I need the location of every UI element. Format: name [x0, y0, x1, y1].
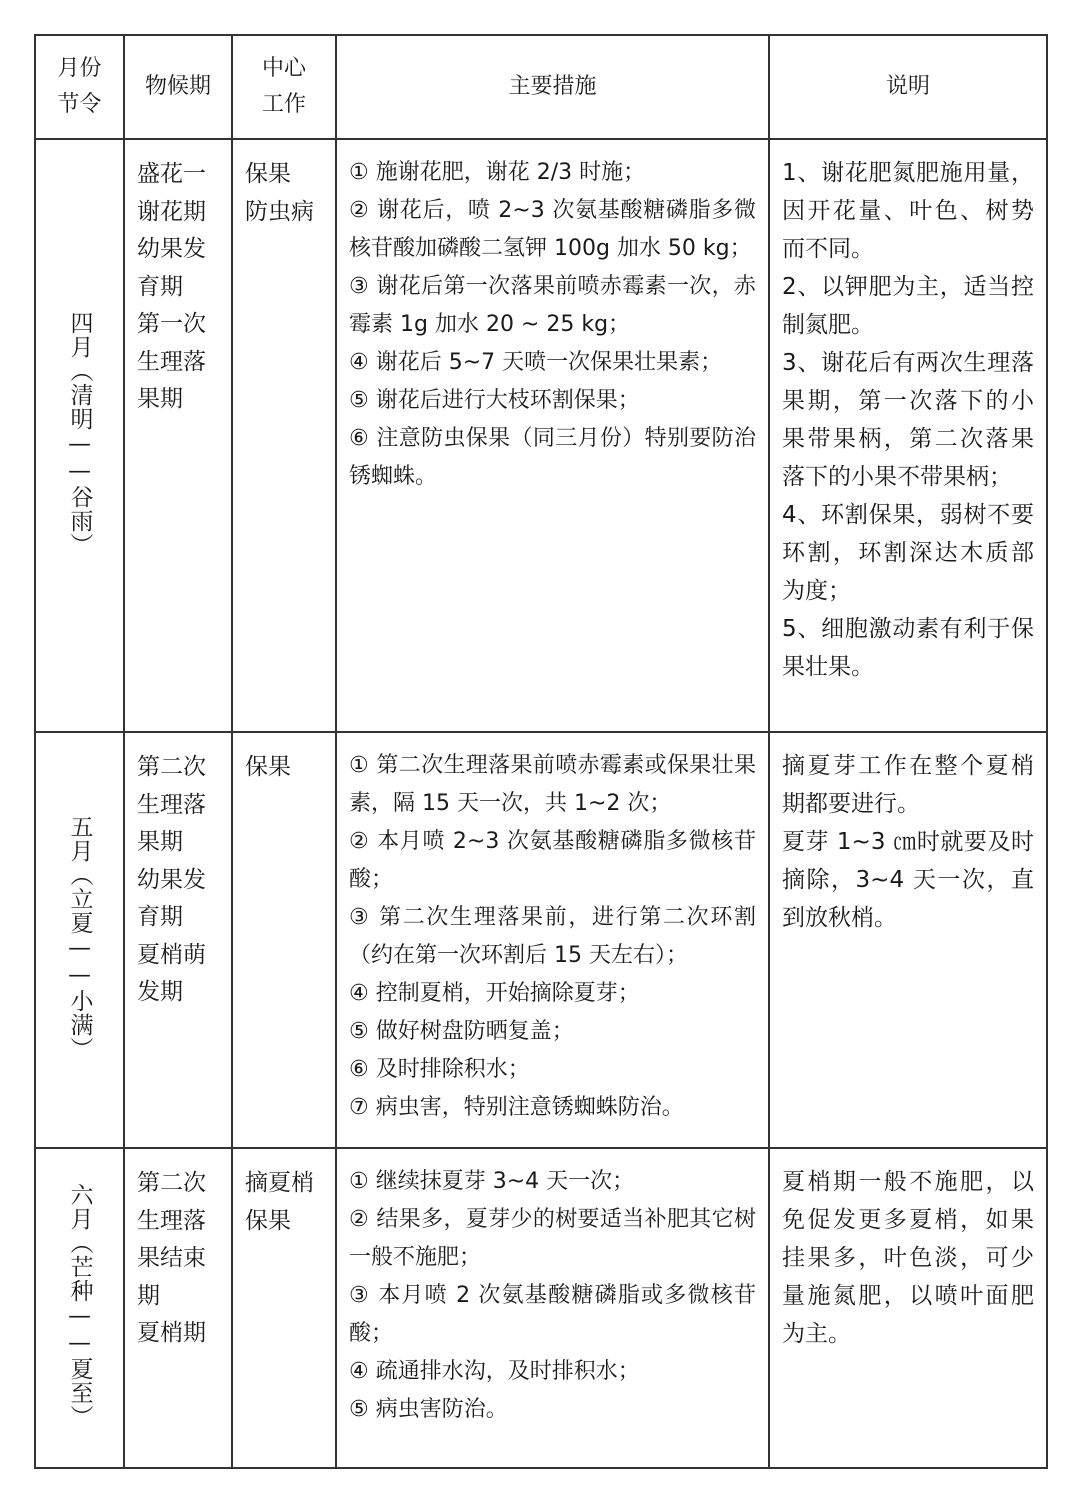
phenology-line: 育期	[137, 904, 183, 930]
note-item: 夏梢期一般不施肥，以免促发更多夏梢，如果挂果多，叶色淡，可少量施氮肥，以喷叶面肥为主。	[782, 1169, 1034, 1347]
phenology-line: 盛花一	[137, 161, 206, 187]
measure-item: ⑤ 病虫害防治。	[349, 1397, 508, 1422]
header-notes: 说明	[769, 35, 1047, 139]
measure-item: ⑦ 病虫害，特别注意锈蜘蛛防治。	[349, 1095, 684, 1120]
phenology-line: 育期	[137, 273, 183, 300]
header-row	[35, 35, 1047, 139]
measure-item: ⑥ 注意防虫保果（同三月份）特别要防治锈蜘蛛。	[349, 426, 756, 489]
phenology-cell	[124, 139, 232, 732]
measure-item: ④ 谢花后 5~7 天喷一次保果壮果素；	[349, 350, 723, 375]
month-label: 五月（立夏——小满）	[66, 815, 93, 1061]
phenology-line: 生理落	[137, 348, 206, 375]
note-item: 3、谢花后有两次生理落果期，第一次落下的小果带果柄，第二次落果落下的小果不带果柄；	[782, 350, 1034, 490]
phenology-cell	[124, 732, 232, 1148]
header-center: 中心工作	[232, 35, 336, 139]
measure-item: ④ 疏通排水沟，及时排积水；	[349, 1359, 640, 1384]
phenology-line: 第二次	[137, 754, 206, 780]
header-phenology: 物候期	[124, 35, 232, 139]
note-item: 夏芽 1~3 ㎝时就要及时摘除，3~4 天一次，直到放秋梢。	[782, 829, 1034, 931]
phenology-line: 生理落	[137, 791, 206, 818]
table-row-june	[35, 1148, 1047, 1468]
note-item: 4、环割保果，弱树不要环割，环割深达木质部为度；	[782, 502, 1034, 604]
center-work-line: 保果	[245, 161, 291, 187]
phenology-line: 期	[137, 1282, 160, 1309]
month-cell	[35, 732, 124, 1148]
measure-item: ⑥ 及时排除积水；	[349, 1057, 530, 1082]
month-cell	[35, 139, 124, 732]
phenology-line: 夏梢期	[137, 1320, 206, 1346]
measures-cell	[336, 139, 769, 732]
phenology-line: 夏梢萌	[137, 941, 206, 968]
notes-cell	[769, 139, 1047, 732]
measure-item: ③ 第二次生理落果前，进行第二次环割（约在第一次环割后 15 天左右）；	[349, 905, 756, 968]
notes-cell	[769, 1148, 1047, 1468]
phenology-line: 果结束	[137, 1245, 206, 1271]
center-work-line: 摘夏梢	[245, 1170, 314, 1196]
center-work-line: 防虫病	[245, 198, 314, 225]
phenology-line: 第一次	[137, 311, 206, 337]
measure-item: ③ 本月喷 2 次氨基酸糖磷脂或多微核苷酸；	[349, 1283, 756, 1346]
month-label: 四月（清明——谷雨）	[66, 310, 93, 557]
header-month: 月份节令	[35, 35, 124, 139]
center-work-cell	[232, 732, 336, 1148]
note-item: 1、谢花肥氮肥施用量，因开花量、叶色、树势而不同。	[782, 160, 1034, 262]
phenology-line: 发期	[137, 979, 183, 1005]
phenology-line: 果期	[137, 386, 183, 412]
measure-item: ⑤ 做好树盘防晒复盖；	[349, 1019, 574, 1044]
measure-item: ① 第二次生理落果前喷赤霉素或保果壮果素，隔 15 天一次，共 1~2 次；	[349, 753, 756, 816]
measure-item: ① 继续抹夏芽 3~4 天一次；	[349, 1169, 635, 1194]
measure-item: ⑤ 谢花后进行大枝环割保果；	[349, 388, 640, 413]
phenology-line: 果期	[137, 829, 183, 855]
phenology-line: 幼果发	[137, 236, 206, 262]
center-work-line: 保果	[245, 754, 291, 780]
table-row-may	[35, 732, 1047, 1148]
schedule-table	[34, 34, 1048, 1469]
measure-item: ② 谢花后，喷 2~3 次氨基酸糖磷脂多微核苷酸加磷酸二氢钾 100g 加水 50 kg；	[349, 198, 756, 261]
note-item: 摘夏芽工作在整个夏梢期都要进行。	[782, 753, 1034, 817]
phenology-line: 谢花期	[137, 198, 206, 225]
phenology-cell	[124, 1148, 232, 1468]
month-cell	[35, 1148, 124, 1468]
month-label: 六月（芒种——夏至）	[66, 1183, 93, 1429]
measure-item: ④ 控制夏梢，开始摘除夏芽；	[349, 981, 640, 1006]
phenology-line: 生理落	[137, 1207, 206, 1234]
notes-cell	[769, 732, 1047, 1148]
note-item: 2、以钾肥为主，适当控制氮肥。	[782, 274, 1034, 338]
measure-item: ② 本月喷 2~3 次氨基酸糖磷脂多微核苷酸；	[349, 829, 756, 892]
table-row-april	[35, 139, 1047, 732]
measure-item: ① 施谢花肥，谢花 2/3 时施；	[349, 160, 646, 185]
header-measures: 主要措施	[336, 35, 769, 139]
phenology-line: 第二次	[137, 1170, 206, 1196]
measure-item: ③ 谢花后第一次落果前喷赤霉素一次，赤霉素 1g 加水 20 ~ 25 kg；	[349, 274, 756, 337]
center-work-line: 保果	[245, 1207, 291, 1234]
measure-item: ② 结果多，夏芽少的树要适当补肥其它树一般不施肥；	[349, 1207, 756, 1270]
measures-cell	[336, 732, 769, 1148]
measures-cell	[336, 1148, 769, 1468]
note-item: 5、细胞激动素有利于保果壮果。	[782, 616, 1034, 680]
center-work-cell	[232, 139, 336, 732]
phenology-line: 幼果发	[137, 866, 206, 893]
center-work-cell	[232, 1148, 336, 1468]
